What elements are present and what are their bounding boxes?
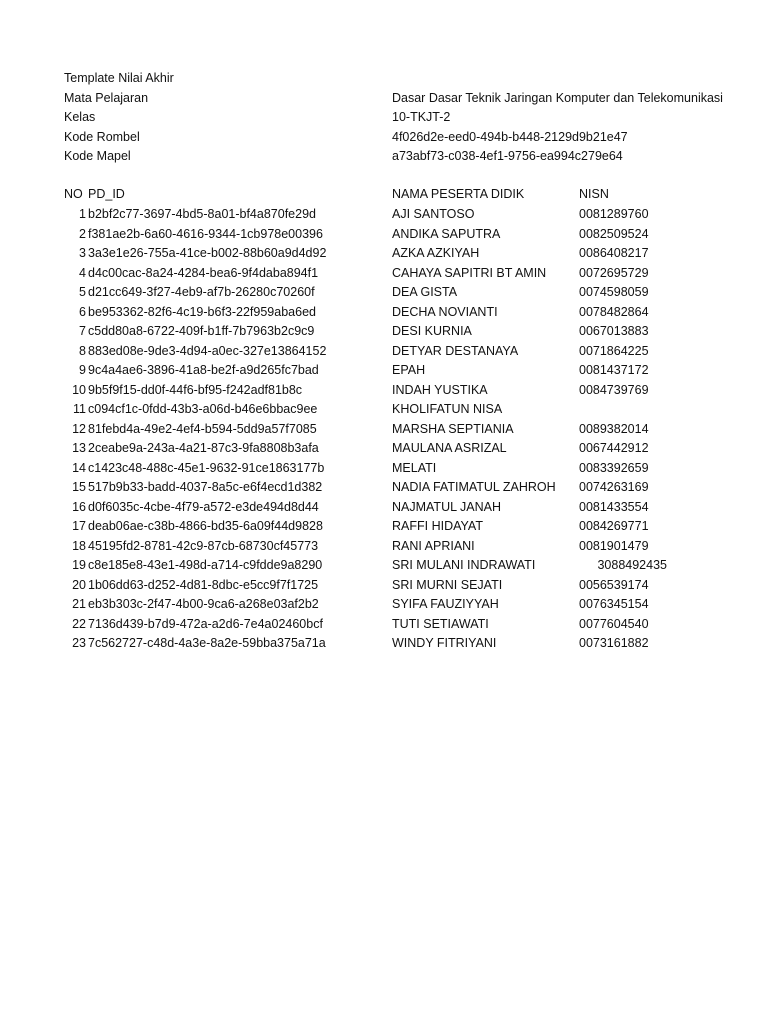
cell-nisn: 0073161882 <box>579 636 649 650</box>
cell-nama: EPAH <box>392 363 426 377</box>
cell-pd-id: f381ae2b-6a60-4616-9344-1cb978e00396 <box>88 226 323 241</box>
table-row <box>0 420 768 440</box>
cell-no: 14 <box>72 460 86 475</box>
cell-nisn: 0078482864 <box>579 304 649 319</box>
table-row <box>0 264 768 284</box>
cell-nisn: 0083392659 <box>579 460 649 475</box>
metadata-value: a73abf73-c038-4ef1-9756-ea994c279e64 <box>392 149 623 163</box>
cell-nisn: 3088492435 <box>597 558 667 572</box>
cell-pd-id: d21cc649-3f27-4eb9-af7b-26280c70260f <box>88 285 315 299</box>
table-row <box>0 205 768 225</box>
cell-nisn: 0081437172 <box>579 363 649 377</box>
table-row <box>0 517 768 537</box>
cell-nisn: 0082509524 <box>579 226 649 241</box>
cell-nama: TUTI SETIAWATI <box>392 616 489 631</box>
cell-no: 11 <box>73 402 86 416</box>
table-row <box>0 303 768 323</box>
cell-pd-id: 3a3e1e26-755a-41ce-b002-88b60a9d4d92 <box>88 246 327 260</box>
header-no: NO <box>64 187 83 201</box>
header-nisn: NISN <box>579 187 609 201</box>
table-row <box>0 537 768 557</box>
cell-pd-id: d0f6035c-4cbe-4f79-a572-e3de494d8d44 <box>88 499 319 514</box>
metadata-value: Dasar Dasar Teknik Jaringan Komputer dan Telekomunikasi <box>392 90 723 105</box>
cell-pd-id: 9c4a4ae6-3896-41a8-be2f-a9d265fc7bad <box>88 363 319 377</box>
cell-no: 13 <box>72 441 86 455</box>
cell-nama: INDAH YUSTIKA <box>392 382 488 397</box>
cell-no: 23 <box>72 636 86 650</box>
table-row <box>0 322 768 342</box>
cell-no: 10 <box>72 382 86 397</box>
cell-pd-id: d4c00cac-8a24-4284-bea6-9f4daba894f1 <box>88 265 319 280</box>
table-row <box>0 400 768 420</box>
cell-nisn: 0076345154 <box>579 597 649 611</box>
cell-no: 16 <box>72 499 86 514</box>
cell-pd-id: c094cf1c-0fdd-43b3-a06d-b46e6bbac9ee <box>88 402 318 416</box>
metadata-row <box>64 89 768 109</box>
cell-nisn: 0067442912 <box>579 441 649 455</box>
cell-no: 19 <box>72 558 86 572</box>
cell-nisn: 0081901479 <box>579 538 649 553</box>
cell-nisn: 0077604540 <box>579 616 649 631</box>
table-row <box>0 283 768 303</box>
cell-pd-id: deab06ae-c38b-4866-bd35-6a09f44d9828 <box>88 519 323 533</box>
cell-nisn: 0089382014 <box>579 421 649 436</box>
cell-nisn: 0071864225 <box>579 343 649 358</box>
table-row <box>0 361 768 381</box>
cell-nisn: 0074263169 <box>579 480 649 494</box>
cell-nama: SYIFA FAUZIYYAH <box>392 597 499 611</box>
cell-nisn: 0084269771 <box>579 519 649 533</box>
cell-nama: RANI APRIANI <box>392 538 475 553</box>
metadata-row <box>64 69 768 89</box>
metadata-row <box>64 147 768 167</box>
cell-nisn: 0074598059 <box>579 285 649 299</box>
cell-no: 6 <box>79 304 86 319</box>
metadata-value: 10-TKJT-2 <box>392 110 451 124</box>
cell-nama: NADIA FATIMATUL ZAHROH <box>392 480 556 494</box>
cell-no: 7 <box>79 324 86 338</box>
table-row <box>0 478 768 498</box>
cell-pd-id: c8e185e8-43e1-498d-a714-c9fdde9a8290 <box>88 558 323 572</box>
cell-nama: AJI SANTOSO <box>392 207 475 221</box>
cell-nama: DESI KURNIA <box>392 324 472 338</box>
cell-nisn: 0084739769 <box>579 382 649 397</box>
table-row <box>0 576 768 596</box>
cell-nisn: 0067013883 <box>579 324 649 338</box>
table-row <box>0 244 768 264</box>
table-row <box>0 595 768 615</box>
cell-nisn: 0056539174 <box>579 577 649 592</box>
table-row <box>0 634 768 654</box>
cell-pd-id: be953362-82f6-4c19-b6f3-22f959aba6ed <box>88 304 316 319</box>
cell-pd-id: 81febd4a-49e2-4ef4-b594-5dd9a57f7085 <box>88 421 317 436</box>
cell-no: 2 <box>79 226 86 241</box>
cell-no: 15 <box>72 480 86 494</box>
cell-pd-id: 9b5f9f15-dd0f-44f6-bf95-f242adf81b8c <box>88 382 303 397</box>
cell-nama: NAJMATUL JANAH <box>392 499 502 514</box>
table-row <box>0 342 768 362</box>
cell-no: 8 <box>79 343 86 358</box>
metadata-value: 4f026d2e-eed0-494b-b448-2129d9b21e47 <box>392 129 628 144</box>
cell-no: 9 <box>79 363 86 377</box>
cell-nisn: 0081433554 <box>579 499 649 514</box>
table-row <box>0 459 768 479</box>
cell-pd-id: 517b9b33-badd-4037-8a5c-e6f4ecd1d382 <box>88 480 323 494</box>
cell-no: 20 <box>72 577 86 592</box>
cell-no: 12 <box>72 421 86 436</box>
cell-nama: MAULANA ASRIZAL <box>392 441 507 455</box>
cell-nama: DECHA NOVIANTI <box>392 304 498 319</box>
cell-no: 21 <box>72 597 86 611</box>
cell-nama: SRI MULANI INDRAWATI <box>392 558 536 572</box>
cell-pd-id: b2bf2c77-3697-4bd5-8a01-bf4a870fe29d <box>88 207 316 221</box>
table-row <box>0 225 768 245</box>
metadata-row <box>64 108 768 128</box>
cell-pd-id: 2ceabe9a-243a-4a21-87c3-9fa8808b3afa <box>88 441 319 455</box>
cell-pd-id: 7c562727-c48d-4a3e-8a2e-59bba375a71a <box>88 636 326 650</box>
metadata-label: Kelas <box>64 110 96 124</box>
cell-no: 18 <box>72 538 86 553</box>
cell-no: 1 <box>79 207 86 221</box>
cell-nisn: 0072695729 <box>579 265 649 280</box>
cell-nama: MARSHA SEPTIANIA <box>392 421 514 436</box>
cell-no: 3 <box>79 246 86 260</box>
cell-nama: WINDY FITRIYANI <box>392 636 497 650</box>
cell-nama: AZKA AZKIYAH <box>392 246 480 260</box>
metadata-label: Template Nilai Akhir <box>64 71 174 85</box>
cell-no: 22 <box>72 616 86 631</box>
cell-pd-id: c1423c48-488c-45e1-9632-91ce1863177b <box>88 460 325 475</box>
cell-no: 4 <box>79 265 86 280</box>
cell-nama: DETYAR DESTANAYA <box>392 343 519 358</box>
cell-nisn: 0086408217 <box>579 246 649 260</box>
metadata-label: Kode Mapel <box>64 149 131 163</box>
cell-nama: KHOLIFATUN NISA <box>392 402 503 416</box>
cell-nama: RAFFI HIDAYAT <box>392 519 483 533</box>
cell-nama: SRI MURNI SEJATI <box>392 577 503 592</box>
table-row <box>0 498 768 518</box>
header-nama: NAMA PESERTA DIDIK <box>392 187 525 201</box>
table-row <box>0 556 768 576</box>
cell-pd-id: 1b06dd63-d252-4d81-8dbc-e5cc9f7f1725 <box>88 577 319 592</box>
table-row <box>0 381 768 401</box>
cell-pd-id: 7136d439-b7d9-472a-a2d6-7e4a02460bcf <box>88 616 323 631</box>
cell-nama: CAHAYA SAPITRI BT AMIN <box>392 265 547 280</box>
cell-nama: DEA GISTA <box>392 285 458 299</box>
cell-no: 5 <box>79 285 86 299</box>
cell-nisn: 0081289760 <box>579 207 649 221</box>
cell-nama: MELATI <box>392 460 437 475</box>
table-header-row <box>0 185 768 205</box>
metadata-label: Kode Rombel <box>64 129 140 144</box>
table-row <box>0 439 768 459</box>
cell-pd-id: eb3b303c-2f47-4b00-9ca6-a268e03af2b2 <box>88 597 319 611</box>
cell-nama: ANDIKA SAPUTRA <box>392 226 501 241</box>
metadata-row <box>64 128 768 148</box>
header-pd-id: PD_ID <box>88 187 125 201</box>
cell-no: 17 <box>72 519 86 533</box>
cell-pd-id: 45195fd2-8781-42c9-87cb-68730cf45773 <box>88 538 319 553</box>
cell-pd-id: 883ed08e-9de3-4d94-a0ec-327e13864152 <box>88 343 327 358</box>
cell-pd-id: c5dd80a8-6722-409f-b1ff-7b7963b2c9c9 <box>88 324 315 338</box>
table-row <box>0 615 768 635</box>
metadata-label: Mata Pelajaran <box>64 90 149 105</box>
